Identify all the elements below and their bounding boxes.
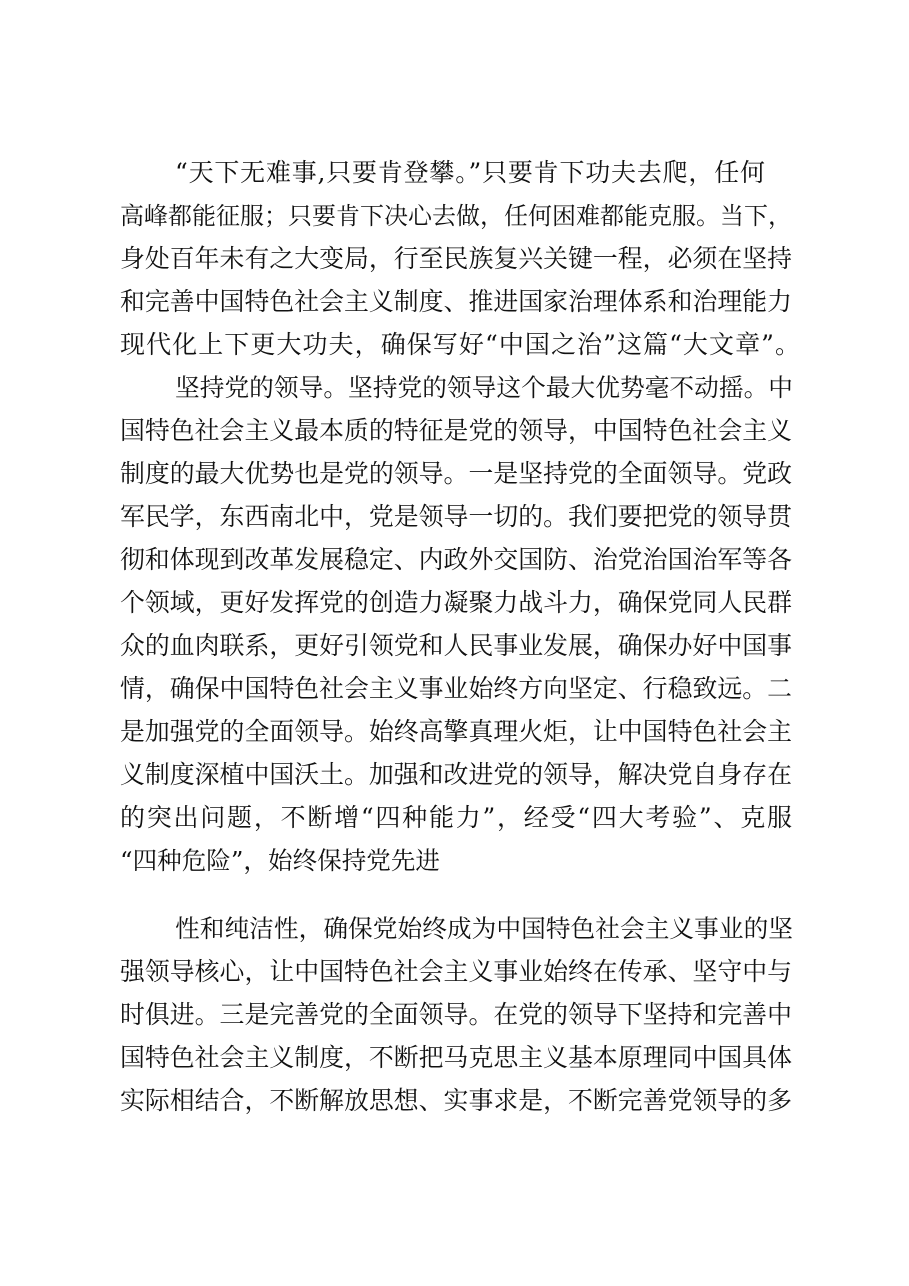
paragraph-3-line-1: 性和纯洁性，确保党始终成为中国特色社会主义事业的坚 bbox=[175, 914, 794, 943]
paragraph-2-line-12: “四种危险”，始终保持党先进 bbox=[120, 846, 440, 875]
paragraph-2-line-6: 个领域，更好发挥党的创造力凝聚力战斗力，确保党同人民群 bbox=[120, 588, 793, 617]
paragraph-2-line-5: 彻和体现到改革发展稳定、内政外交国防、治党治国治军等各 bbox=[120, 545, 793, 574]
paragraph-3-line-4: 国特色社会主义制度，不断把马克思主义基本原理同中国具体 bbox=[120, 1043, 793, 1072]
paragraph-1-line-1: “天下无难事,只要肯登攀。”只要肯下功夫去爬，任何 bbox=[175, 158, 766, 187]
paragraph-2-line-3: 制度的最大优势也是党的领导。一是坚持党的全面领导。党政 bbox=[120, 459, 793, 488]
paragraph-1-line-4: 和完善中国特色社会主义制度、推进国家治理体系和治理能力 bbox=[120, 287, 793, 316]
paragraph-2-line-9: 是加强党的全面领导。始终高擎真理火炬，让中国特色社会主 bbox=[120, 717, 793, 746]
paragraph-1-line-2: 高峰都能征服；只要肯下决心去做，任何困难都能克服。当下， bbox=[120, 202, 793, 230]
paragraph-3-line-3: 时俱进。三是完善党的全面领导。在党的领导下坚持和完善中 bbox=[120, 1000, 793, 1029]
paragraph-2-line-4: 军民学，东西南北中，党是领导一切的。我们要把党的领导贯 bbox=[120, 502, 793, 531]
paragraph-2-line-2: 国特色社会主义最本质的特征是党的领导，中国特色社会主义 bbox=[120, 416, 793, 445]
paragraph-1-line-3: 身处百年未有之大变局，行至民族复兴关键一程，必须在坚持 bbox=[120, 244, 793, 273]
paragraph-3-line-2: 强领导核心，让中国特色社会主义事业始终在传承、坚守中与 bbox=[120, 957, 793, 986]
paragraph-2-line-1: 坚持党的领导。坚持党的领导这个最大优势毫不动摇。中 bbox=[175, 373, 794, 402]
paragraph-3-line-5: 实际相结合，不断解放思想、实事求是，不断完善党领导的多 bbox=[120, 1086, 793, 1115]
paragraph-2-line-7: 众的血肉联系，更好引领党和人民事业发展，确保办好中国事 bbox=[120, 631, 793, 660]
paragraph-2-line-8: 情，确保中国特色社会主义事业始终方向坚定、行稳致远。二 bbox=[120, 674, 793, 703]
paragraph-1-line-5: 现代化上下更大功夫，确保写好“中国之治”这篇“大文章”。 bbox=[120, 330, 802, 359]
paragraph-2-line-11: 的突出问题，不断增“四种能力”，经受“四大考验”、克服 bbox=[120, 803, 794, 832]
paragraph-2-line-10: 义制度深植中国沃土。加强和改进党的领导，解决党自身存在 bbox=[120, 760, 793, 789]
